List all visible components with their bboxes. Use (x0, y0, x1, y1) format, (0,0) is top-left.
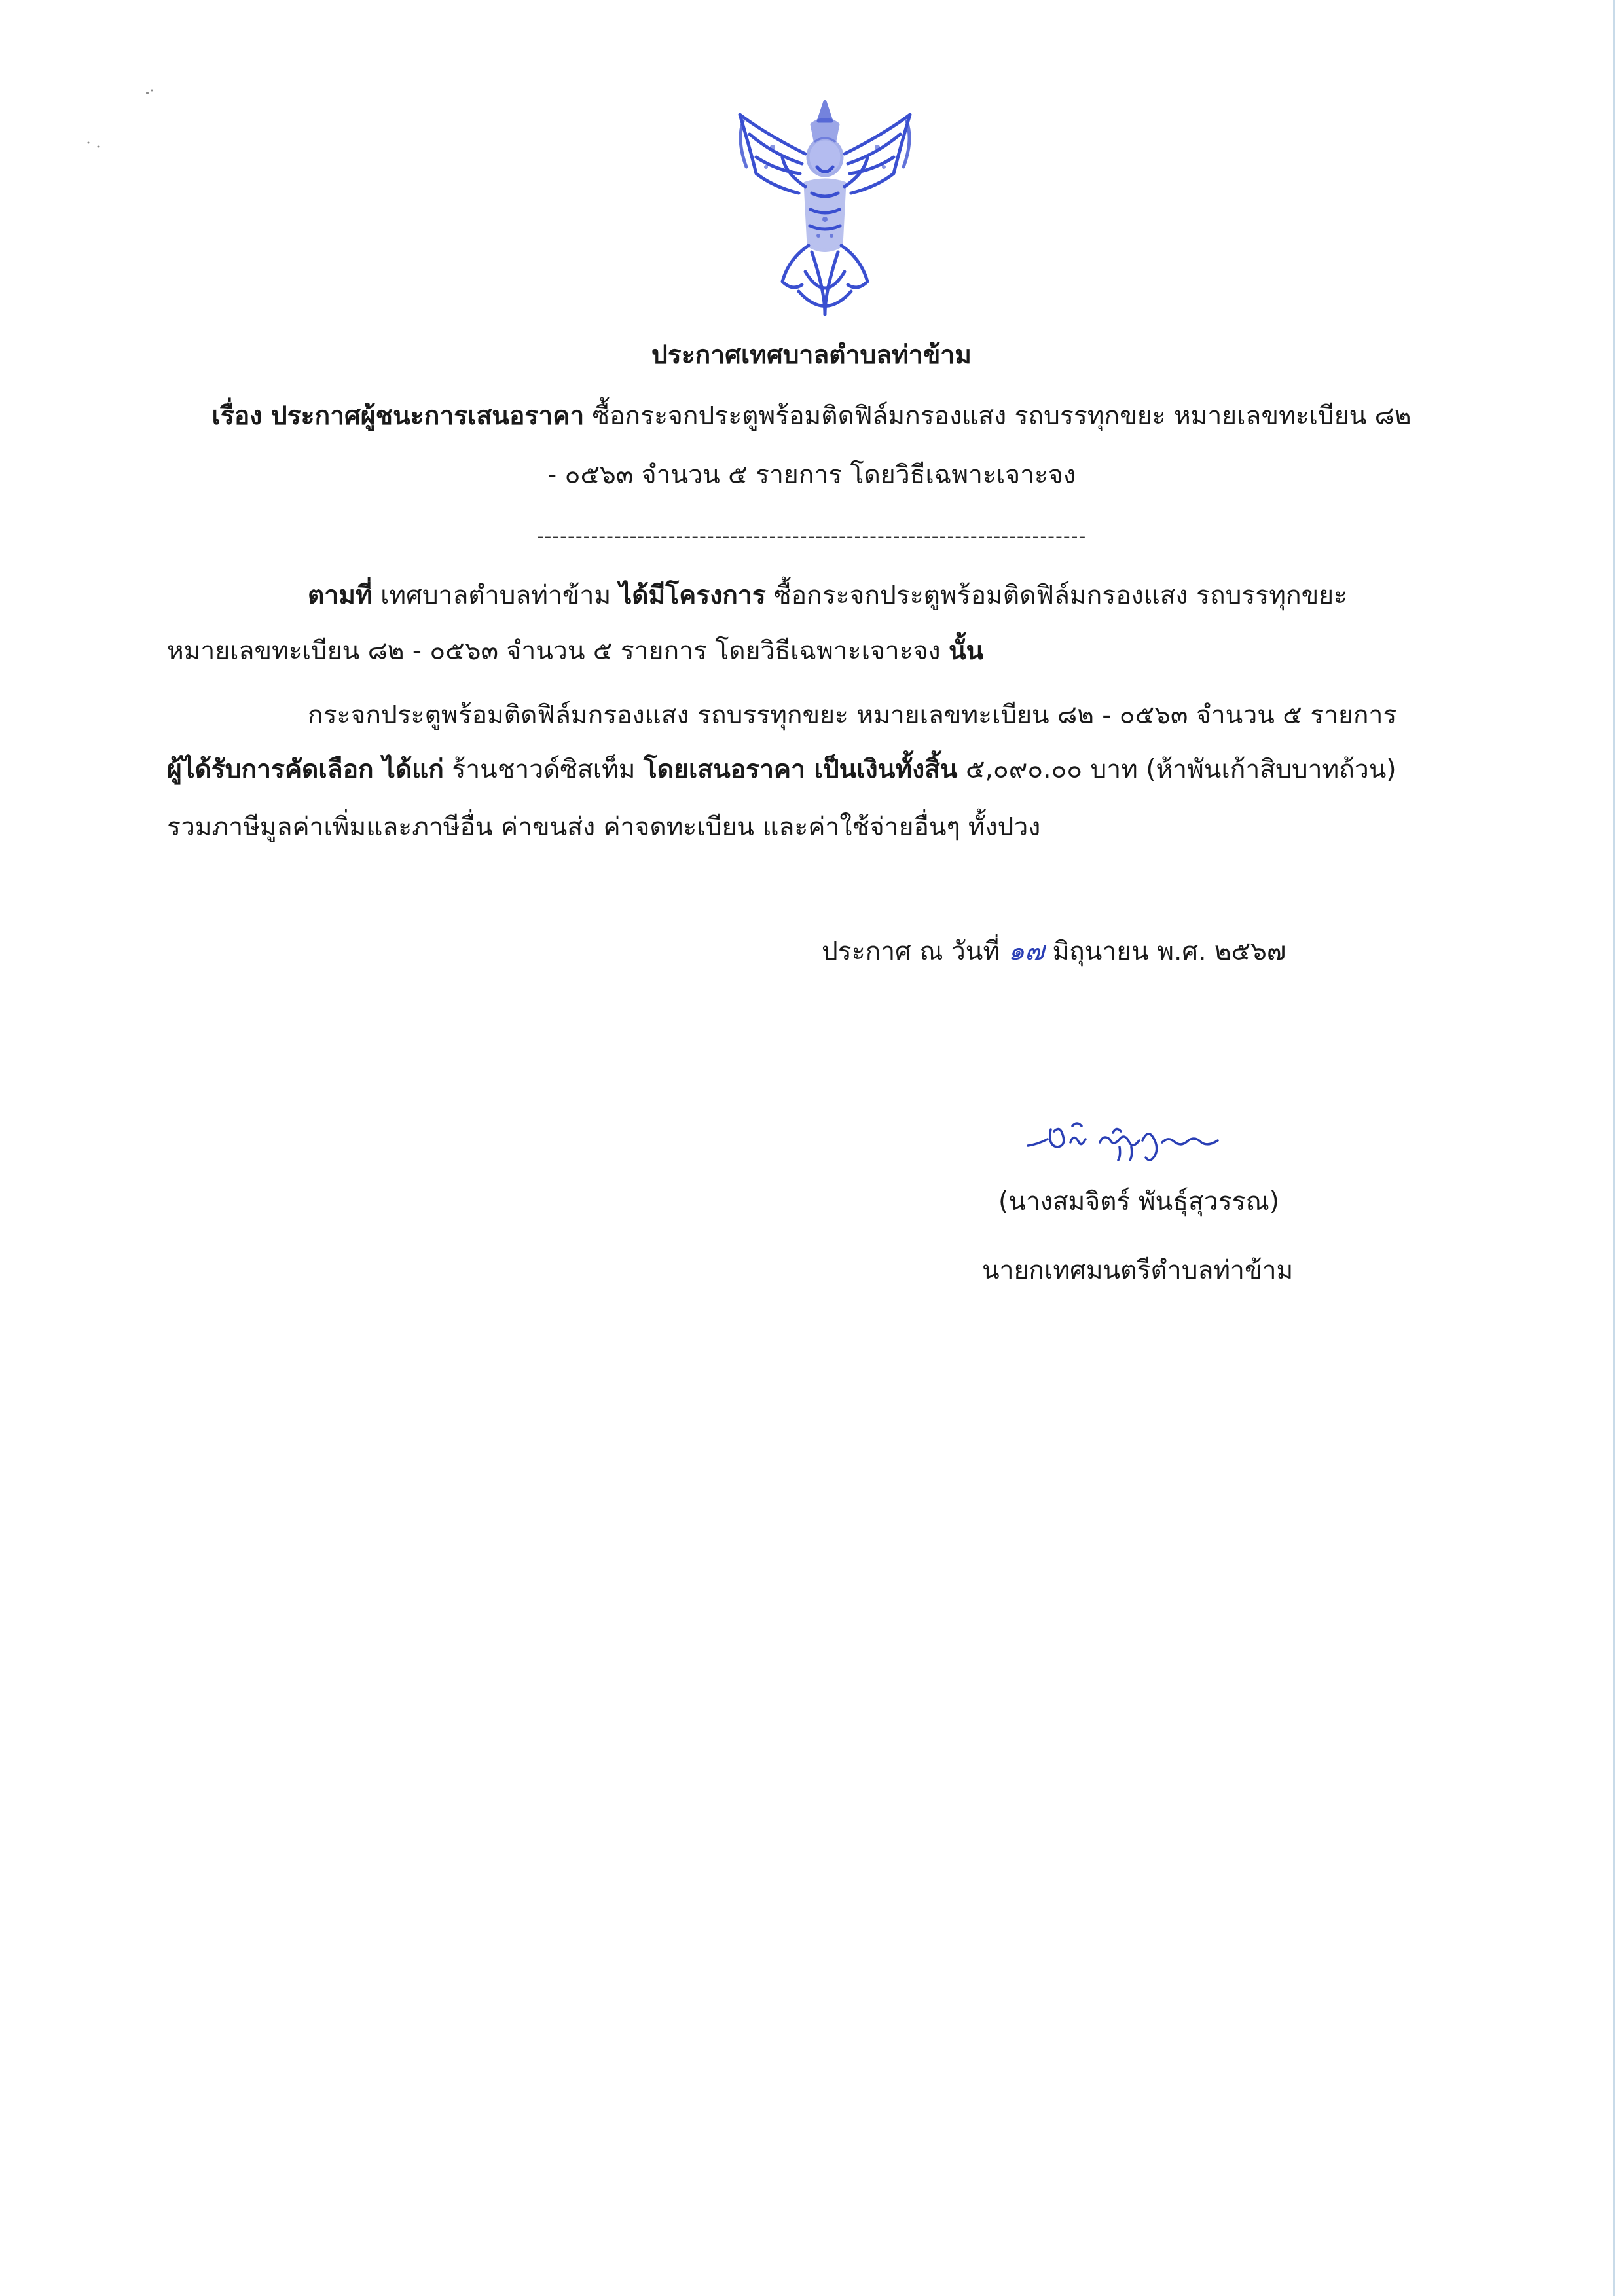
date-line (822, 933, 1286, 970)
signatory-position: นายกเทศมนตรีตำบลท่าข้าม (982, 1256, 1294, 1285)
handwritten-signature-icon (1021, 1106, 1283, 1178)
paragraph-1-line-2 (167, 633, 983, 670)
p1-has-project: ได้มีโครงการ (619, 581, 766, 610)
p2-selected: ผู้ได้รับการคัดเลือก ได้แก่ (167, 755, 444, 784)
paragraph-1-line-1 (308, 577, 1347, 614)
p1-project: ซื้อกระจกประตูพร้อมติดฟิล์มกรองแสง รถบรรทุกขยะ (774, 581, 1348, 610)
paragraph-2-line-1: กระจกประตูพร้อมติดฟิล์มกรองแสง รถบรรทุกขยะ หมายเลขทะเบียน ๘๒ - ๐๕๖๓ จำนวน ๕ รายการ (308, 701, 1397, 730)
subject-line-1 (0, 398, 1623, 435)
p1-end: นั้น (948, 636, 984, 666)
document-title: ประกาศเทศบาลตำบลท่าข้าม (651, 340, 972, 370)
garuda-emblem-icon (727, 95, 923, 324)
p1-label: ตามที่ (308, 581, 373, 610)
date-day: ๑๗ (1008, 936, 1045, 966)
p1-line2: หมายเลขทะเบียน ๘๒ - ๐๕๖๓ จำนวน ๕ รายการ โดยวิธีเฉพาะเจาะจง (167, 636, 941, 666)
subject-label: เรื่อง ประกาศผู้ชนะการเสนอราคา (211, 401, 585, 431)
subject-text: ซื้อกระจกประตูพร้อมติดฟิล์มกรองแสง รถบรรทุกขยะ หมายเลขทะเบียน ๘๒ (592, 401, 1412, 431)
scan-specks (85, 85, 164, 151)
p1-org: เทศบาลตำบลท่าข้าม (380, 581, 611, 610)
header-divider: ----------------------------------------------------------------------- (536, 525, 1087, 548)
date-month-year: มิถุนายน พ.ศ. ๒๕๖๗ (1052, 937, 1286, 966)
signatory-name: (นางสมจิตร์ พันธุ์สุวรรณ) (998, 1187, 1280, 1216)
p2-offer: โดยเสนอราคา เป็นเงินทั้งสิ้น (643, 755, 958, 784)
date-prefix: ประกาศ ณ วันที่ (822, 937, 1000, 966)
subject-line-2: - ๐๕๖๓ จำนวน ๕ รายการ โดยวิธีเฉพาะเจาะจง (547, 460, 1076, 490)
p2-amount: ๕,๐๙๐.๐๐ บาท (ห้าพันเก้าสิบบาทถ้วน) (966, 755, 1396, 784)
p2-vendor: ร้านชาวด์ซิสเท็ม (452, 755, 636, 784)
paragraph-2-line-2 (167, 752, 1396, 788)
paragraph-2-line-3: รวมภาษีมูลค่าเพิ่มและภาษีอื่น ค่าขนส่ง ค่าจดทะเบียน และค่าใช้จ่ายอื่นๆ ทั้งปวง (167, 812, 1041, 842)
